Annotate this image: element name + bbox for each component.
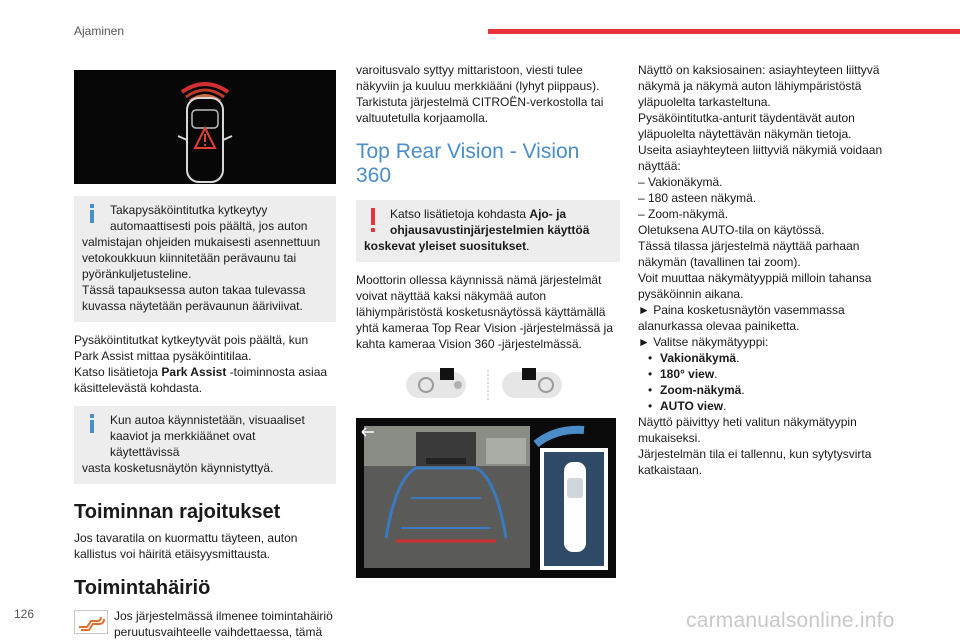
paragraph-line: pysäköinnin aikana. xyxy=(638,287,744,301)
continuation-paragraph xyxy=(356,62,620,126)
camera-view-image xyxy=(356,418,616,578)
paragraph-line: peruutusvaihteelle vaihdettaessa, tämä xyxy=(114,625,323,639)
heading-limitations: Toiminnan rajoitukset xyxy=(74,501,281,523)
note-line: automaattisesti pois päältä, jos auton xyxy=(110,219,308,233)
paragraph-line: Jos tavaratila on kuormattu täyteen, auton xyxy=(74,531,298,545)
paragraph-line: Park Assist mittaa pysäköintitilaa. xyxy=(74,349,252,363)
warning-reference: Ajo- ja xyxy=(529,207,567,221)
section-header: Ajaminen xyxy=(74,24,125,38)
paragraph-line: näyttää: xyxy=(638,159,681,173)
paragraph-line: näkymä ja näkymä auton lähiympäristöstä xyxy=(638,79,862,93)
display-description xyxy=(638,62,900,350)
paragraph-line: yläpuolelta näytettävän näkymän tietoja. xyxy=(638,127,852,141)
column-3 xyxy=(638,62,900,478)
paragraph-line: näkymän (tavallinen tai zoom). xyxy=(638,255,801,269)
paragraph-line: näkyviin ja kuuluu merkkiääni (lyhyt piippaus). xyxy=(356,79,600,93)
parking-sensor-image xyxy=(74,70,336,184)
rear-camera-screen xyxy=(356,418,616,578)
view-option: • 180° view. xyxy=(648,367,718,381)
paragraph-line: varoitusvalo syttyy mittaristoon, viesti tulee xyxy=(356,63,583,77)
option-label: 180° view xyxy=(660,367,715,381)
warning-reference: koskevat yleiset suositukset xyxy=(364,239,527,253)
note-line: Takapysäköintitutka kytkeytyy xyxy=(110,203,268,217)
warning-reference: ohjausavustinjärjestelmien käyttöä xyxy=(390,223,590,237)
info-note-tow xyxy=(74,196,336,322)
note-line: valmistajan ohjeiden mukaisesti asennettuun xyxy=(82,235,321,249)
paragraph-line: Voit muuttaa näkymätyyppiä milloin tahansa xyxy=(638,271,872,285)
malfunction-paragraph xyxy=(74,608,336,640)
warning-line xyxy=(364,238,612,254)
paragraph-line: Oletuksena AUTO-tila on käytössä. xyxy=(638,223,825,237)
paragraph-line: Näyttö on kaksiosainen: asiayhteyteen liittyvä xyxy=(638,63,880,77)
view-option: • AUTO view. xyxy=(648,399,727,413)
view-type-options xyxy=(638,350,900,414)
paragraph-line: Näyttö päivittyy heti valitun näkymätyypin xyxy=(638,415,857,429)
warning-note xyxy=(356,200,620,262)
warning-suffix: . xyxy=(526,239,530,253)
info-indicator-icon xyxy=(82,413,102,433)
systems-paragraph xyxy=(356,272,620,352)
paragraph-line: ► Valitse näkymätyyppi: xyxy=(638,335,769,349)
paragraph-line: – Vakionäkymä. xyxy=(638,175,723,189)
note-line: Kun autoa käynnistetään, visuaaliset xyxy=(110,413,305,427)
paragraph-line: Pysäköintitutkat kytkeytyvät pois päältä, kun xyxy=(74,333,309,347)
paragraph-line: kallistus voi häiritä etäisyysmittausta. xyxy=(74,547,271,561)
note-line: Tässä tapauksessa auton takaa tulevassa xyxy=(82,283,306,297)
note-line: vetokoukkuun kiinnitetään perävaunu tai xyxy=(82,251,297,265)
limitations-paragraph xyxy=(74,530,336,562)
paragraph-line: yhtä kameraa Top Rear Vision -järjestelmässä ja xyxy=(356,321,614,335)
note-line: kuvassa näytetään perävaunun ääriviivat. xyxy=(82,299,303,313)
title-line: 360 xyxy=(356,164,392,187)
warning-line xyxy=(364,206,612,222)
column-1 xyxy=(74,70,336,640)
option-label: Vakionäkymä xyxy=(660,351,737,365)
watermark: carmanualsonline.info xyxy=(686,609,895,632)
paragraph-line xyxy=(74,364,336,380)
park-assist-paragraph xyxy=(74,332,336,396)
paragraph-line: mukaiseksi. xyxy=(638,431,701,445)
note-line: kaaviot ja merkkiäänet ovat käytettävissä xyxy=(110,429,256,459)
ref-prefix: Katso lisätietoja xyxy=(74,365,162,379)
paragraph-line: Moottorin ollessa käynnissä nämä järjestelmät xyxy=(356,273,602,287)
paragraph-line: Tässä tilassa järjestelmä näyttää parhaan xyxy=(638,239,860,253)
column-2 xyxy=(356,62,620,578)
note-line: vasta kosketusnäytön käynnistyttyä. xyxy=(82,461,274,475)
paragraph-line: Järjestelmän tila ei tallennu, kun sytytysvirta xyxy=(638,447,872,461)
paragraph-line: ► Paina kosketusnäytön vasemmassa xyxy=(638,303,845,317)
note-line: pyöränkuljetusteline. xyxy=(82,267,192,281)
header-accent-bar xyxy=(488,29,960,34)
ref-suffix: -toiminnosta asiaa xyxy=(226,365,328,379)
paragraph-line: kahta kameraa Vision 360 -järjestelmässä. xyxy=(356,337,582,351)
paragraph-line: – 180 asteen näkymä. xyxy=(638,191,757,205)
heading-malfunction: Toimintahäiriö xyxy=(74,577,211,599)
warning-prefix: Katso lisätietoja kohdasta xyxy=(390,207,530,221)
paragraph-line: Jos järjestelmässä ilmenee toimintahäiriö xyxy=(114,609,333,623)
info-indicator-icon xyxy=(82,203,102,223)
exclamation-indicator-icon xyxy=(366,206,380,236)
bullet-glyph: • xyxy=(648,383,653,397)
bullet-glyph: • xyxy=(648,351,653,365)
camera-buttons-image xyxy=(356,366,620,404)
bullet-glyph: • xyxy=(648,367,653,381)
section-title xyxy=(356,140,620,188)
paragraph-line: katkaistaan. xyxy=(638,463,703,477)
paragraph-line: Useita asiayhteyteen liittyviä näkymiä voidaan xyxy=(638,143,883,157)
paragraph-line: Tarkistuta järjestelmä CITROËN-verkostolla tai xyxy=(356,95,604,109)
page-number: 126 xyxy=(14,607,35,621)
parking-sensor-illustration xyxy=(74,70,336,184)
title-line: Top Rear Vision - Vision xyxy=(356,140,580,163)
view-option: • Zoom-näkymä. xyxy=(648,383,745,397)
option-label: AUTO view xyxy=(660,399,724,413)
paragraph-line: lähiympäristöstä kosketusnäytössä käyttämällä xyxy=(356,305,606,319)
display-update-paragraph xyxy=(638,414,900,478)
camera-button-illustration xyxy=(356,366,620,404)
malfunction-warning-icon xyxy=(74,610,108,634)
paragraph-line: käsittelevästä kohdasta. xyxy=(74,381,203,395)
info-note-startup xyxy=(74,406,336,484)
bullet-glyph: • xyxy=(648,399,653,413)
paragraph-line: – Zoom-näkymä. xyxy=(638,207,729,221)
paragraph-line: Pysäköintitutka-anturit täydentävät auton xyxy=(638,111,855,125)
park-assist-reference: Park Assist xyxy=(161,365,227,379)
paragraph-line: valtuutetulla korjaamolla. xyxy=(356,111,489,125)
view-option: • Vakionäkymä. xyxy=(648,351,740,365)
option-label: Zoom-näkymä xyxy=(660,383,742,397)
paragraph-line: alanurkassa olevaa painiketta. xyxy=(638,319,800,333)
paragraph-line: yläpuolelta tarkasteltuna. xyxy=(638,95,771,109)
paragraph-line: voivat näyttää kaksi näkymää auton xyxy=(356,289,547,303)
